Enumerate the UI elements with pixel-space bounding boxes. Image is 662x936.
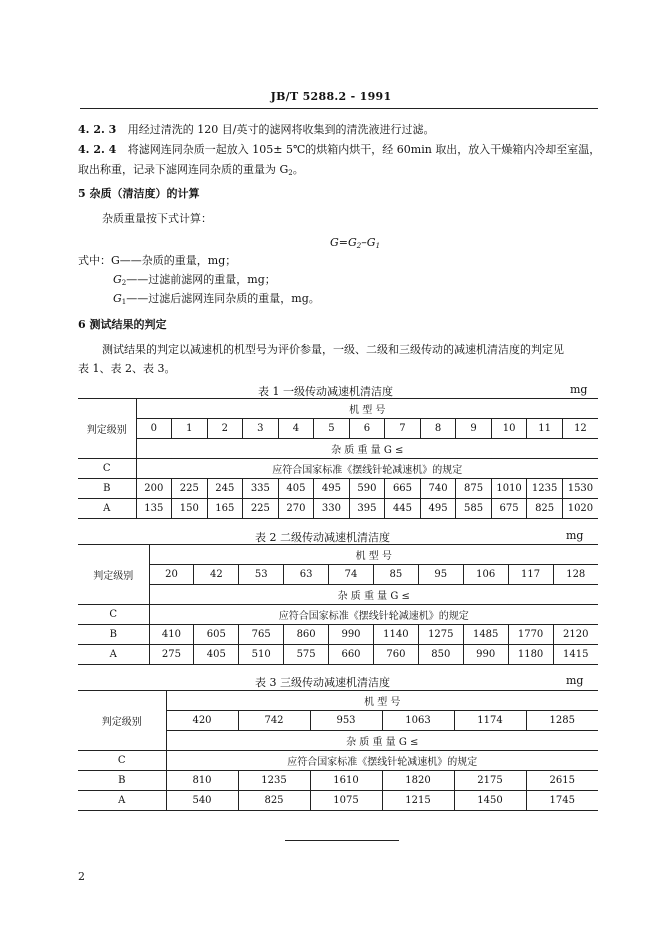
value-cell: 675 <box>491 499 527 519</box>
clause-4-2-4 <box>78 143 600 157</box>
value-cell: 495 <box>314 479 350 499</box>
model-cell: 1 <box>172 419 208 439</box>
model-cell: 20 <box>149 565 194 585</box>
level-header: 判定级别 <box>78 545 149 605</box>
model-cell: 8 <box>420 419 456 439</box>
model-cell: 3 <box>243 419 279 439</box>
value-cell: 2175 <box>454 771 526 791</box>
value-cell: 1180 <box>508 645 553 665</box>
value-cell: 990 <box>329 625 374 645</box>
value-cell: 1075 <box>310 791 382 811</box>
value-cell: 1235 <box>238 771 310 791</box>
level-c: C <box>78 459 136 479</box>
model-cell: 7 <box>385 419 421 439</box>
model-cell: 420 <box>166 711 238 731</box>
model-cell: 12 <box>562 419 598 439</box>
value-cell: 135 <box>136 499 172 519</box>
value-cell: 990 <box>463 645 508 665</box>
value-cell: 1450 <box>454 791 526 811</box>
weight-header: 杂 质 重 量 G ≤ <box>166 731 598 751</box>
level-header: 判定级别 <box>78 691 166 751</box>
value-cell: 1770 <box>508 625 553 645</box>
value-cell: 660 <box>329 645 374 665</box>
model-cell: 106 <box>463 565 508 585</box>
value-cell: 1415 <box>553 645 598 665</box>
value-cell: 225 <box>243 499 279 519</box>
value-cell: 1485 <box>463 625 508 645</box>
weight-header: 杂 质 重 量 G ≤ <box>149 585 598 605</box>
table-1-unit: mg <box>570 383 588 396</box>
value-cell: 410 <box>149 625 194 645</box>
model-cell: 9 <box>456 419 492 439</box>
value-cell: 1140 <box>373 625 418 645</box>
model-cell: 4 <box>278 419 314 439</box>
value-cell: 245 <box>207 479 243 499</box>
model-cell: 10 <box>491 419 527 439</box>
end-rule <box>285 840 399 841</box>
formula: $G=G_2-G_1$ <box>330 236 381 250</box>
value-cell: 1235 <box>527 479 563 499</box>
model-header: 机 型 号 <box>149 545 598 565</box>
value-cell: 165 <box>207 499 243 519</box>
section-6-text-cont: 表 1、表 2、表 3。 <box>78 362 176 375</box>
model-header: 机 型 号 <box>166 691 598 711</box>
model-cell: 128 <box>553 565 598 585</box>
page-number: 2 <box>78 870 85 883</box>
table-2-unit: mg <box>566 529 584 542</box>
model-cell: 5 <box>314 419 350 439</box>
subscript: 2 <box>288 169 293 177</box>
section-5-title: 5 杂质（清洁度）的计算 <box>78 187 200 200</box>
value-cell: 875 <box>456 479 492 499</box>
value-cell: 445 <box>385 499 421 519</box>
value-cell: 575 <box>284 645 329 665</box>
value-cell: 765 <box>239 625 284 645</box>
table-3-unit: mg <box>566 674 584 687</box>
value-cell: 810 <box>166 771 238 791</box>
level-b: B <box>78 479 136 499</box>
value-cell: 850 <box>418 645 463 665</box>
value-cell: 150 <box>172 499 208 519</box>
model-header: 机 型 号 <box>136 399 598 419</box>
value-cell: 1745 <box>526 791 598 811</box>
level-c-text: 应符合国家标准《摆线针轮减速机》的规定 <box>166 751 598 771</box>
value-cell: 2615 <box>526 771 598 791</box>
level-a: A <box>78 499 136 519</box>
value-cell: 1215 <box>382 791 454 811</box>
level-b: B <box>78 625 149 645</box>
header-rule <box>80 108 598 109</box>
model-cell: 1174 <box>454 711 526 731</box>
value-cell: 1020 <box>562 499 598 519</box>
value-cell: 510 <box>239 645 284 665</box>
value-cell: 275 <box>149 645 194 665</box>
level-c-text: 应符合国家标准《摆线针轮减速机》的规定 <box>149 605 598 625</box>
value-cell: 1275 <box>418 625 463 645</box>
level-b: B <box>78 771 166 791</box>
value-cell: 1820 <box>382 771 454 791</box>
value-cell: 540 <box>166 791 238 811</box>
level-header: 判定级别 <box>78 399 136 459</box>
level-c: C <box>78 751 166 771</box>
value-cell: 405 <box>278 479 314 499</box>
clause-text: 将滤网连同杂质一起放入 105± 5℃的烘箱内烘干，经 60min 取出，放入干燥箱内冷却至室温， <box>127 143 601 156</box>
section-5-intro: 杂质重量按下式计算： <box>102 212 212 225</box>
value-cell: 330 <box>314 499 350 519</box>
model-cell: 0 <box>136 419 172 439</box>
value-cell: 270 <box>278 499 314 519</box>
model-cell: 117 <box>508 565 553 585</box>
where-line-1: 式中：G——杂质的重量，mg； <box>78 254 237 267</box>
clause-text: 用经过清洗的 120 目/英寸的滤网将收集到的清洗液进行过滤。 <box>127 123 435 136</box>
value-cell: 585 <box>456 499 492 519</box>
value-cell: 1010 <box>491 479 527 499</box>
value-cell: 1610 <box>310 771 382 791</box>
model-cell: 953 <box>310 711 382 731</box>
value-cell: 760 <box>373 645 418 665</box>
value-cell: 740 <box>420 479 456 499</box>
value-cell: 860 <box>284 625 329 645</box>
value-cell: 225 <box>172 479 208 499</box>
model-cell: 1063 <box>382 711 454 731</box>
clause-4-2-3 <box>78 123 434 137</box>
section-6-text: 测试结果的判定以减速机的机型号为评价参量，一级、二级和三级传动的减速机清洁度的判定见 <box>102 343 564 356</box>
value-cell: 825 <box>527 499 563 519</box>
table-1 <box>78 398 598 519</box>
where-line-2: $G_2——$过滤前滤网的重量，mg； <box>113 273 276 287</box>
value-cell: 200 <box>136 479 172 499</box>
value-cell: 665 <box>385 479 421 499</box>
standard-header: JB/T 5288.2 - 1991 <box>270 90 392 103</box>
model-cell: 63 <box>284 565 329 585</box>
model-cell: 1285 <box>526 711 598 731</box>
model-cell: 95 <box>418 565 463 585</box>
model-cell: 42 <box>194 565 239 585</box>
value-cell: 605 <box>194 625 239 645</box>
value-cell: 825 <box>238 791 310 811</box>
clause-4-2-4-cont <box>78 163 304 180</box>
value-cell: 335 <box>243 479 279 499</box>
clause-number: 4. 2. 4 <box>78 143 117 156</box>
table-3-caption: 表 3 三级传动减速机清洁度 <box>255 676 390 689</box>
level-a: A <box>78 791 166 811</box>
table-1-caption: 表 1 一级传动减速机清洁度 <box>258 385 393 398</box>
level-c: C <box>78 605 149 625</box>
clause-number: 4. 2. 3 <box>78 123 117 136</box>
model-cell: 74 <box>329 565 374 585</box>
value-cell: 395 <box>349 499 385 519</box>
value-cell: 590 <box>349 479 385 499</box>
value-cell: 1530 <box>562 479 598 499</box>
model-cell: 2 <box>207 419 243 439</box>
clause-text: 取出称重，记录下滤网连同杂质的重量为 G <box>78 163 289 176</box>
value-cell: 495 <box>420 499 456 519</box>
where-line-3: $G_1——$过滤后滤网连同杂质的重量，mg。 <box>113 292 320 306</box>
table-2-caption: 表 2 二级传动减速机清洁度 <box>255 531 390 544</box>
model-cell: 11 <box>527 419 563 439</box>
value-cell: 2120 <box>553 625 598 645</box>
model-cell: 742 <box>238 711 310 731</box>
level-a: A <box>78 645 149 665</box>
table-3 <box>78 690 598 811</box>
clause-end: 。 <box>292 163 304 176</box>
weight-header: 杂 质 重 量 G ≤ <box>136 439 598 459</box>
section-6-title: 6 测试结果的判定 <box>78 318 167 331</box>
model-cell: 6 <box>349 419 385 439</box>
table-2 <box>78 544 598 665</box>
value-cell: 405 <box>194 645 239 665</box>
model-cell: 85 <box>373 565 418 585</box>
model-cell: 53 <box>239 565 284 585</box>
level-c-text: 应符合国家标准《摆线针轮减速机》的规定 <box>136 459 598 479</box>
